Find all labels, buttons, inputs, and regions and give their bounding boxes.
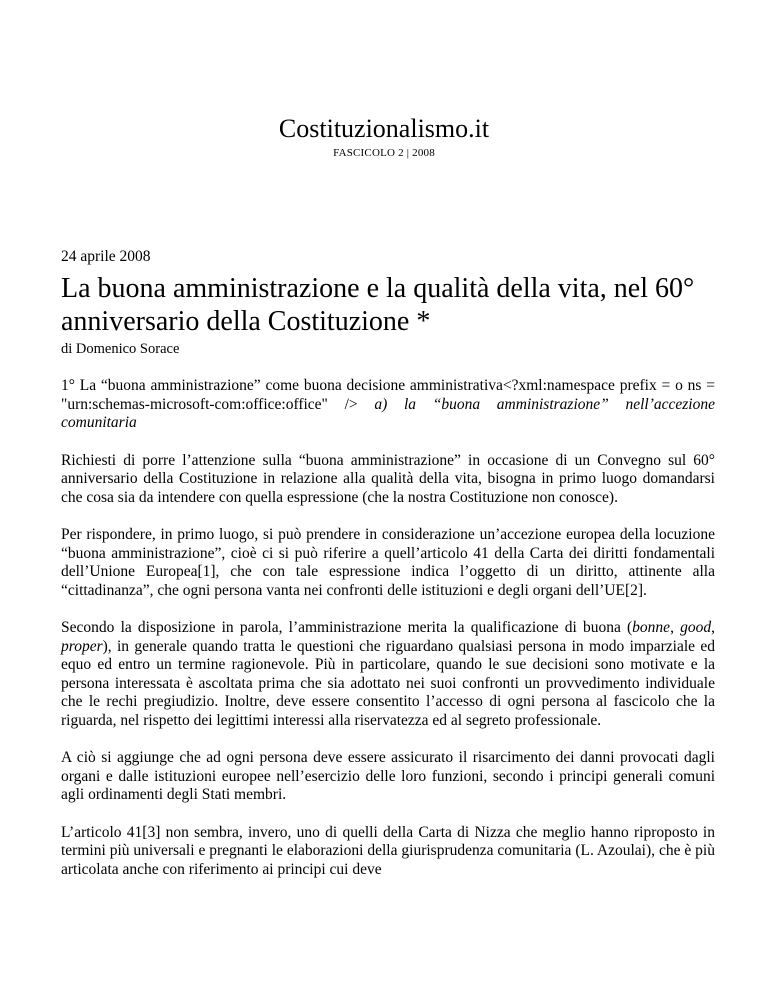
- separator: ,: [670, 619, 681, 636]
- masthead: [0, 114, 768, 160]
- paragraph-4: A ciò si aggiunge che ad ogni persona deve essere assicurato il risarcimento dei danni provocati dagli organi e dalle istituzioni europee nell’esercizio delle loro funzioni, secondo i principi generali comuni agli ordinamenti degli Stati membri.: [61, 749, 715, 803]
- section-heading: [61, 377, 715, 433]
- section-heading-text: 1° La “buona amministrazione” come buona decisione amministrativa<?xml:namespace prefix = o ns = "urn:schemas-microsoft-com:office:office" />: [61, 377, 715, 413]
- article-date: 24 aprile 2008: [61, 248, 151, 265]
- paragraph-5: L’articolo 41[3] non sembra, invero, uno di quelli della Carta di Nizza che meglio hanno riproposto in termini più universali e pregnanti le elaborazioni della giurisprudenza comunitaria (L. Azoulai), che è più articolata anche con riferimento ai principi cui deve: [61, 823, 715, 878]
- article-author: di Domenico Sorace: [61, 341, 180, 357]
- section-heading-subtitle: a) la “buona amministrazione” nell’accezione comunitaria: [61, 395, 715, 431]
- issue-label: FASCICOLO 2 | 2008: [333, 147, 435, 159]
- paragraph-3-start: Secondo la disposizione in parola, l’amministrazione merita la qualificazione di buona (: [61, 619, 633, 636]
- article-body: [61, 248, 715, 879]
- paragraph-2: Per rispondere, in primo luogo, si può prendere in considerazione un’accezione europea della locuzione “buona amministrazione”, cioè ci si può riferire a quell’articolo 41 della Carta dei diritti fondamentali dell’Unione Europea[1], che con tale espressione indica l’oggetto di un diritto, attinente alla “cittadinanza”, che ogni persona vanta nei confronti delle istituzioni e degli organi dell’UE[2].: [61, 526, 715, 599]
- article-title: La buona amministrazione e la qualità della vita, nel 60° anniversario della Costituzione *: [61, 273, 695, 337]
- term-good: good: [680, 619, 712, 636]
- term-bonne: bonne: [632, 619, 671, 636]
- separator: ,: [711, 619, 715, 636]
- paragraph-3: [61, 619, 715, 730]
- paragraph-3-rest: ), in generale quando tratta le questioni che riguardano qualsiasi persona in modo imparziale ed equo ed entro un termine ragionevole. Più in particolare, quando le sue decisioni sono motivate e la persona interessata è ascoltata prima che sia adottato nei suoi confronti un provvedimento individuale che le rechi pregiudizio. Inoltre, deve essere consentito l’accesso di ogni persona al fascicolo che la riguarda, nel rispetto dei legittimi interessi alla riservatezza ed al segreto professionale.: [61, 637, 715, 729]
- site-title: Costituzionalismo.it: [278, 114, 490, 143]
- term-proper: proper: [61, 637, 103, 655]
- paragraph-1: Richiesti di porre l’attenzione sulla “buona amministrazione” in occasione di un Convegno sul 60° anniversario della Costituzione in relazione alla qualità della vita, bisogna in primo luogo domandarsi che cosa sia da intendere con quella espressione (che la nostra Costituzione non conosce).: [61, 451, 715, 506]
